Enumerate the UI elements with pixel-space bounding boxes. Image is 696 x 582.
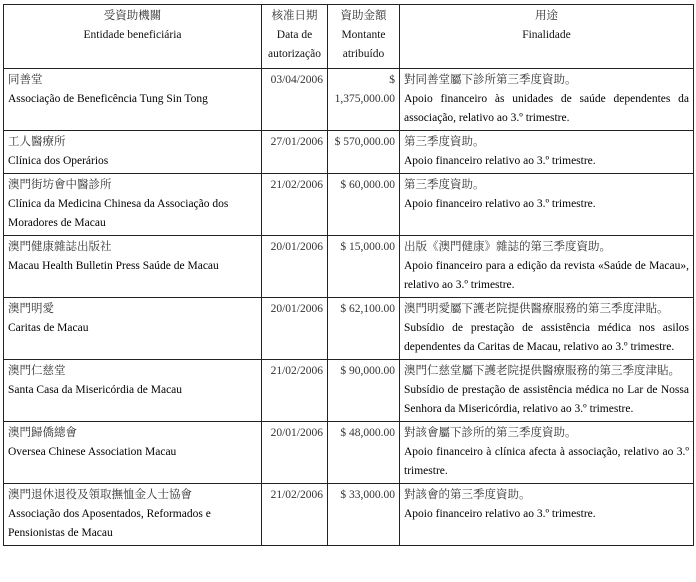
amount-cell: $ 1,375,000.00 bbox=[328, 69, 400, 131]
entity-cell bbox=[4, 131, 262, 174]
amount-cell: $ 90,000.00 bbox=[328, 360, 400, 422]
entity-cell bbox=[4, 360, 262, 422]
date-cell: 21/02/2006 bbox=[262, 174, 328, 236]
header-purpose-pt: Finalidade bbox=[522, 29, 571, 41]
date-cell: 20/01/2006 bbox=[262, 422, 328, 484]
purpose-zh: 第三季度資助。 bbox=[404, 179, 485, 191]
entity-cell bbox=[4, 298, 262, 360]
purpose-zh: 對同善堂屬下診所第三季度資助。 bbox=[404, 74, 577, 86]
header-amount-zh: 資助金額 bbox=[340, 10, 387, 22]
entity-cell bbox=[4, 174, 262, 236]
header-amount-pt2: atribuído bbox=[342, 48, 385, 60]
purpose-cell bbox=[400, 131, 694, 174]
entity-zh: 澳門明愛 bbox=[8, 303, 54, 315]
amount-cell: $ 15,000.00 bbox=[328, 236, 400, 298]
entity-cell bbox=[4, 69, 262, 131]
header-row bbox=[4, 5, 694, 69]
purpose-pt: Apoio financeiro relativo ao 3.º trimestre. bbox=[404, 508, 596, 520]
date-cell: 21/02/2006 bbox=[262, 484, 328, 546]
purpose-pt: Apoio financeiro relativo ao 3.º trimestre. bbox=[404, 198, 596, 210]
purpose-pt: Apoio financeiro às unidades de saúde dependentes da associação, relativo ao 3.º trimestre. bbox=[404, 93, 689, 124]
purpose-zh: 對該會的第三季度資助。 bbox=[404, 489, 531, 501]
header-purpose-zh: 用途 bbox=[535, 10, 558, 22]
table-row bbox=[4, 69, 694, 131]
purpose-cell bbox=[400, 484, 694, 546]
table-row bbox=[4, 131, 694, 174]
table-row bbox=[4, 298, 694, 360]
entity-pt: Macau Health Bulletin Press Saúde de Macau bbox=[8, 260, 219, 272]
header-purpose bbox=[400, 5, 694, 69]
entity-zh: 澳門退休退役及領取撫恤金人士協會 bbox=[8, 489, 192, 501]
table-row bbox=[4, 484, 694, 546]
purpose-pt: Apoio financeiro para a edição da revista «Saúde de Macau», relativo ao 3.º trimestre. bbox=[404, 260, 689, 291]
entity-pt: Santa Casa da Misericórdia de Macau bbox=[8, 384, 183, 396]
purpose-cell bbox=[400, 422, 694, 484]
header-amount-pt1: Montante bbox=[341, 29, 386, 41]
date-cell: 20/01/2006 bbox=[262, 236, 328, 298]
entity-zh: 澳門健康雜誌出版社 bbox=[8, 241, 112, 253]
purpose-zh: 第三季度資助。 bbox=[404, 136, 485, 148]
purpose-cell bbox=[400, 69, 694, 131]
amount-cell: $ 33,000.00 bbox=[328, 484, 400, 546]
purpose-pt: Subsídio de prestação de assistência médica nos asilos dependentes da Caritas de Macau, relativo ao 3.º trimestre. bbox=[404, 322, 689, 353]
purpose-pt: Apoio financeiro à clínica afecta à associação, relativo ao 3.º trimestre. bbox=[404, 446, 689, 477]
table-row bbox=[4, 422, 694, 484]
purpose-pt: Apoio financeiro relativo ao 3.º trimestre. bbox=[404, 155, 596, 167]
entity-pt: Caritas de Macau bbox=[8, 322, 89, 334]
entity-cell bbox=[4, 484, 262, 546]
header-entity-pt: Entidade beneficiária bbox=[83, 29, 182, 41]
grants-table bbox=[3, 4, 694, 546]
entity-pt: Associação dos Aposentados, Reformados e Pensionistas de Macau bbox=[8, 508, 211, 539]
entity-zh: 澳門仁慈堂 bbox=[8, 365, 66, 377]
entity-cell bbox=[4, 422, 262, 484]
entity-zh: 澳門街坊會中醫診所 bbox=[8, 179, 112, 191]
entity-pt: Oversea Chinese Association Macau bbox=[8, 446, 177, 458]
purpose-zh: 澳門明愛屬下護老院提供醫療服務的第三季度津貼。 bbox=[404, 303, 669, 315]
table-row bbox=[4, 360, 694, 422]
entity-pt: Clínica da Medicina Chinesa da Associação dos Moradores de Macau bbox=[8, 198, 229, 229]
table-row bbox=[4, 174, 694, 236]
table-row bbox=[4, 236, 694, 298]
purpose-cell bbox=[400, 298, 694, 360]
entity-zh: 澳門歸僑總會 bbox=[8, 427, 77, 439]
date-cell: 27/01/2006 bbox=[262, 131, 328, 174]
header-date-pt1: Data de bbox=[276, 29, 313, 41]
header-date-pt2: autorização bbox=[268, 48, 321, 60]
purpose-cell bbox=[400, 236, 694, 298]
date-cell: 21/02/2006 bbox=[262, 360, 328, 422]
entity-zh: 同善堂 bbox=[8, 74, 43, 86]
purpose-cell bbox=[400, 174, 694, 236]
purpose-zh: 對該會屬下診所的第三季度資助。 bbox=[404, 427, 577, 439]
entity-pt: Clínica dos Operários bbox=[8, 155, 109, 167]
header-entity-zh: 受資助機關 bbox=[103, 10, 162, 22]
entity-zh: 工人醫療所 bbox=[8, 136, 66, 148]
purpose-pt: Subsídio de prestação de assistência médica no Lar de Nossa Senhora da Misericórdia, relativo ao 3.º trimestre. bbox=[404, 384, 689, 415]
purpose-zh: 出版《澳門健康》雜誌的第三季度資助。 bbox=[404, 241, 611, 253]
amount-cell: $ 570,000.00 bbox=[328, 131, 400, 174]
header-date-zh: 核准日期 bbox=[271, 10, 318, 22]
date-cell: 20/01/2006 bbox=[262, 298, 328, 360]
amount-cell: $ 48,000.00 bbox=[328, 422, 400, 484]
header-entity bbox=[4, 5, 262, 69]
amount-cell: $ 62,100.00 bbox=[328, 298, 400, 360]
purpose-cell bbox=[400, 360, 694, 422]
date-cell: 03/04/2006 bbox=[262, 69, 328, 131]
purpose-zh: 澳門仁慈堂屬下護老院提供醫療服務的第三季度津貼。 bbox=[404, 365, 680, 377]
entity-cell bbox=[4, 236, 262, 298]
amount-cell: $ 60,000.00 bbox=[328, 174, 400, 236]
header-date bbox=[262, 5, 328, 69]
header-amount bbox=[328, 5, 400, 69]
entity-pt: Associação de Beneficência Tung Sin Tong bbox=[8, 93, 208, 105]
